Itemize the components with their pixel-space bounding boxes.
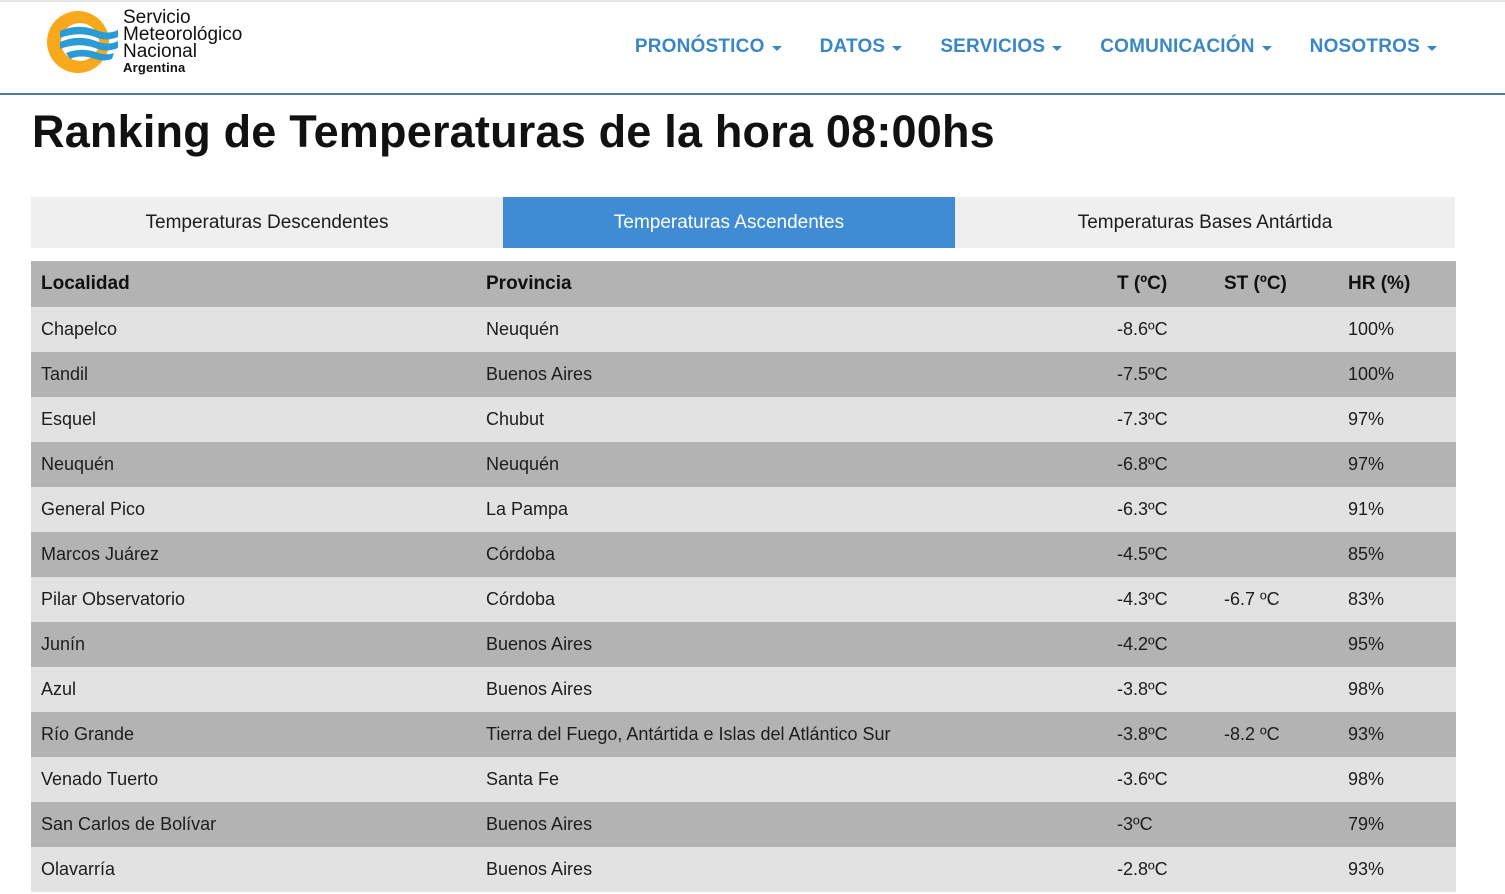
cell-humedad: 85% <box>1338 532 1456 577</box>
cell-provincia: Córdoba <box>476 577 1107 622</box>
nav-nosotros[interactable] <box>1310 36 1437 58</box>
nav-servicios[interactable] <box>940 36 1062 58</box>
table-row <box>31 712 1456 757</box>
caret-down-icon <box>1262 46 1272 51</box>
tab-temperaturas-descendentes[interactable]: Temperaturas Descendentes <box>145 211 389 233</box>
ranking-tabs <box>31 197 1455 248</box>
cell-provincia: Neuquén <box>476 307 1107 352</box>
cell-localidad: San Carlos de Bolívar <box>31 802 476 847</box>
cell-humedad: 91% <box>1338 487 1456 532</box>
cell-sensacion-termica <box>1214 397 1338 442</box>
cell-temperatura: -6.3ºC <box>1107 487 1214 532</box>
cell-sensacion-termica <box>1214 847 1338 892</box>
cell-temperatura: -3.8ºC <box>1107 712 1214 757</box>
caret-down-icon <box>1427 46 1437 51</box>
table-header-row <box>31 261 1456 307</box>
cell-localidad: Venado Tuerto <box>31 757 476 802</box>
logo-country: Argentina <box>123 60 186 75</box>
table-row <box>31 802 1456 847</box>
table-row <box>31 307 1456 352</box>
cell-sensacion-termica <box>1214 307 1338 352</box>
cell-humedad: 100% <box>1338 307 1456 352</box>
caret-down-icon <box>1052 46 1062 51</box>
logo-line-2: Meteorológico <box>123 24 243 45</box>
table-row <box>31 532 1456 577</box>
caret-down-icon <box>772 46 782 51</box>
page-title: Ranking de Temperaturas de la hora 08:00hs <box>32 106 995 157</box>
smn-logo[interactable] <box>40 6 270 78</box>
cell-localidad: General Pico <box>31 487 476 532</box>
nav-datos[interactable] <box>820 36 903 58</box>
column-header-humedad[interactable]: HR (%) <box>1338 261 1456 307</box>
cell-temperatura: -7.3ºC <box>1107 397 1214 442</box>
cell-temperatura: -6.8ºC <box>1107 442 1214 487</box>
cell-provincia: Neuquén <box>476 442 1107 487</box>
cell-provincia: Buenos Aires <box>476 352 1107 397</box>
cell-temperatura: -3ºC <box>1107 802 1214 847</box>
cell-localidad: Marcos Juárez <box>31 532 476 577</box>
cell-localidad: Azul <box>31 667 476 712</box>
nav-label: PRONÓSTICO <box>634 36 765 57</box>
tab-temperaturas-ascendentes[interactable]: Temperaturas Ascendentes <box>503 197 955 248</box>
cell-temperatura: -8.6ºC <box>1107 307 1214 352</box>
cell-localidad: Junín <box>31 622 476 667</box>
logo-line-1: Servicio <box>123 7 191 28</box>
cell-provincia: Tierra del Fuego, Antártida e Islas del Atlántico Sur <box>476 712 1107 757</box>
table-row <box>31 442 1456 487</box>
cell-localidad: Río Grande <box>31 712 476 757</box>
cell-localidad: Pilar Observatorio <box>31 577 476 622</box>
caret-down-icon <box>892 46 902 51</box>
cell-temperatura: -7.5ºC <box>1107 352 1214 397</box>
cell-sensacion-termica <box>1214 757 1338 802</box>
cell-sensacion-termica <box>1214 352 1338 397</box>
column-header-provincia[interactable]: Provincia <box>476 261 1107 307</box>
cell-humedad: 97% <box>1338 442 1456 487</box>
nav-pronostico[interactable] <box>635 36 782 58</box>
cell-provincia: Buenos Aires <box>476 667 1107 712</box>
cell-humedad: 98% <box>1338 757 1456 802</box>
cell-humedad: 93% <box>1338 847 1456 892</box>
cell-sensacion-termica <box>1214 487 1338 532</box>
nav-label: COMUNICACIÓN <box>1100 36 1255 57</box>
cell-provincia: Buenos Aires <box>476 802 1107 847</box>
cell-sensacion-termica <box>1214 802 1338 847</box>
table-row <box>31 757 1456 802</box>
nav-label: NOSOTROS <box>1309 36 1420 57</box>
cell-localidad: Esquel <box>31 397 476 442</box>
cell-humedad: 93% <box>1338 712 1456 757</box>
temperature-ranking-table <box>31 261 1456 892</box>
cell-provincia: Córdoba <box>476 532 1107 577</box>
cell-provincia: Santa Fe <box>476 757 1107 802</box>
table-row <box>31 847 1456 892</box>
column-header-temperatura[interactable]: T (ºC) <box>1107 261 1214 307</box>
nav-label: DATOS <box>819 36 886 57</box>
cell-provincia: Chubut <box>476 397 1107 442</box>
main-nav <box>635 36 1437 58</box>
cell-humedad: 97% <box>1338 397 1456 442</box>
cell-temperatura: -3.6ºC <box>1107 757 1214 802</box>
table-row <box>31 667 1456 712</box>
cell-sensacion-termica: -8.2 ºC <box>1214 712 1338 757</box>
smn-logo-icon <box>40 6 120 78</box>
cell-provincia: Buenos Aires <box>476 622 1107 667</box>
cell-provincia: Buenos Aires <box>476 847 1107 892</box>
cell-humedad: 83% <box>1338 577 1456 622</box>
cell-sensacion-termica <box>1214 622 1338 667</box>
cell-temperatura: -3.8ºC <box>1107 667 1214 712</box>
cell-localidad: Neuquén <box>31 442 476 487</box>
cell-sensacion-termica <box>1214 442 1338 487</box>
column-header-localidad[interactable]: Localidad <box>31 261 476 307</box>
cell-temperatura: -4.5ºC <box>1107 532 1214 577</box>
table-row <box>31 622 1456 667</box>
cell-provincia: La Pampa <box>476 487 1107 532</box>
cell-humedad: 98% <box>1338 667 1456 712</box>
table-row <box>31 487 1456 532</box>
cell-humedad: 95% <box>1338 622 1456 667</box>
column-header-sensacion-termica[interactable]: ST (ºC) <box>1214 261 1338 307</box>
cell-humedad: 100% <box>1338 352 1456 397</box>
table-row <box>31 352 1456 397</box>
nav-label: SERVICIOS <box>940 36 1046 57</box>
tab-temperaturas-bases-antartida[interactable]: Temperaturas Bases Antártida <box>1077 211 1333 233</box>
cell-humedad: 79% <box>1338 802 1456 847</box>
logo-line-3: Nacional <box>123 41 197 62</box>
cell-localidad: Tandil <box>31 352 476 397</box>
nav-comunicacion[interactable] <box>1100 36 1271 58</box>
cell-localidad: Chapelco <box>31 307 476 352</box>
cell-sensacion-termica <box>1214 532 1338 577</box>
table-row <box>31 577 1456 622</box>
cell-temperatura: -4.2ºC <box>1107 622 1214 667</box>
table-row <box>31 397 1456 442</box>
cell-sensacion-termica: -6.7 ºC <box>1214 577 1338 622</box>
cell-localidad: Olavarría <box>31 847 476 892</box>
cell-sensacion-termica <box>1214 667 1338 712</box>
cell-temperatura: -4.3ºC <box>1107 577 1214 622</box>
logo-wordmark <box>123 9 242 75</box>
cell-temperatura: -2.8ºC <box>1107 847 1214 892</box>
site-header <box>0 2 1505 95</box>
